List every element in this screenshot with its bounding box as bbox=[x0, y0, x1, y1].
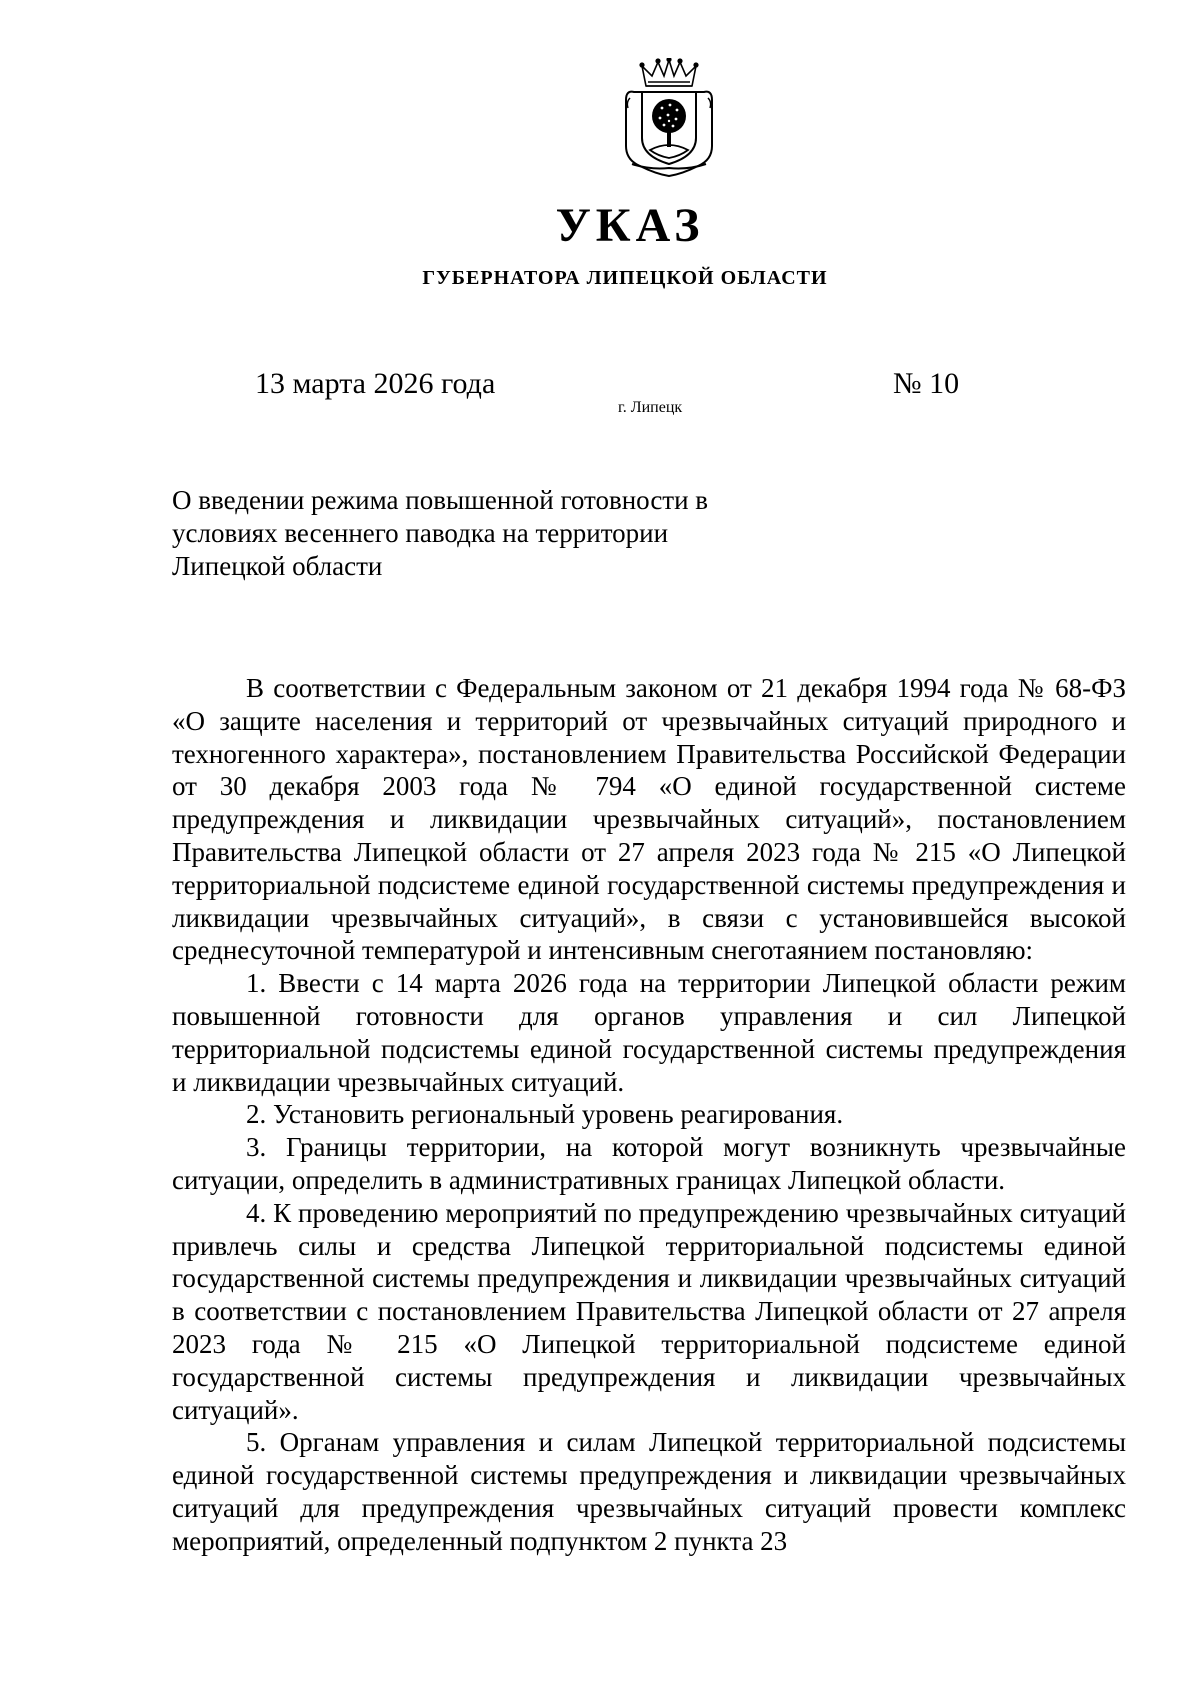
preamble-paragraph: В соответствии с Федеральным законом от 21 декабря 1994 года № 68-ФЗ «О защите населения и территорий от чрезвычайных ситуаций природного и техногенного характера», постановлением Правительства Российской Федерации от 30 декабря 2003 года № 794 «О единой государственной системе предупреждения и ликвидации чрезвычайных ситуаций», постановлением Правительства Липецкой области от 27 апреля 2023 года № 215 «О Липецкой территориальной подсистеме единой государственной системы предупреждения и ликвидации чрезвычайных ситуаций», в связи с установившейся высокой среднесуточной температурой и интенсивным снеготаянием постановляю: bbox=[172, 673, 1126, 966]
issuer-heading: ГУБЕРНАТОРА ЛИПЕЦКОЙ ОБЛАСТИ bbox=[422, 267, 828, 289]
document-number: № 10 bbox=[893, 367, 960, 400]
document-city: г. Липецк bbox=[618, 399, 683, 416]
item-paragraph-2: 2. Установить региональный уровень реагирования. bbox=[246, 1099, 844, 1130]
document-type-title: УКАЗ bbox=[555, 199, 705, 252]
document-body bbox=[172, 672, 1126, 1558]
coat-of-arms-emblem bbox=[620, 58, 718, 178]
item-paragraph-1: 1. Ввести с 14 марта 2026 года на территории Липецкой области режим повышенной готовности для органов управления и сил Липецкой территориальной подсистемы единой государственной системы предупреждения и ликвидации чрезвычайных ситуаций. bbox=[172, 968, 1126, 1097]
document-subject: О введении режима повышенной готовности в условиях весеннего паводка на территории Липецкой области bbox=[172, 485, 709, 581]
item-paragraph-5: 5. Органам управления и силам Липецкой территориальной подсистемы единой государственной системы предупреждения и ликвидации чрезвычайных ситуаций для предупреждения чрезвычайных ситуаций провести комплекс мероприятий, определенный подпунктом 2 пункта 23 bbox=[172, 1427, 1126, 1556]
document-date: 13 марта 2026 года bbox=[255, 367, 496, 400]
item-paragraph-4: 4. К проведению мероприятий по предупреждению чрезвычайных ситуаций привлечь силы и средства Липецкой территориальной подсистемы единой государственной системы предупреждения и ликвидации чрезвычайных ситуаций в соответствии с постановлением Правительства Липецкой области от 27 апреля 2023 года № 215 «О Липецкой территориальной подсистеме единой государственной системы предупреждения и ликвидации чрезвычайных ситуаций». bbox=[172, 1197, 1126, 1425]
item-paragraph-3: 3. Границы территории, на которой могут возникнуть чрезвычайные ситуации, определить в административных границах Липецкой области. bbox=[172, 1132, 1126, 1195]
